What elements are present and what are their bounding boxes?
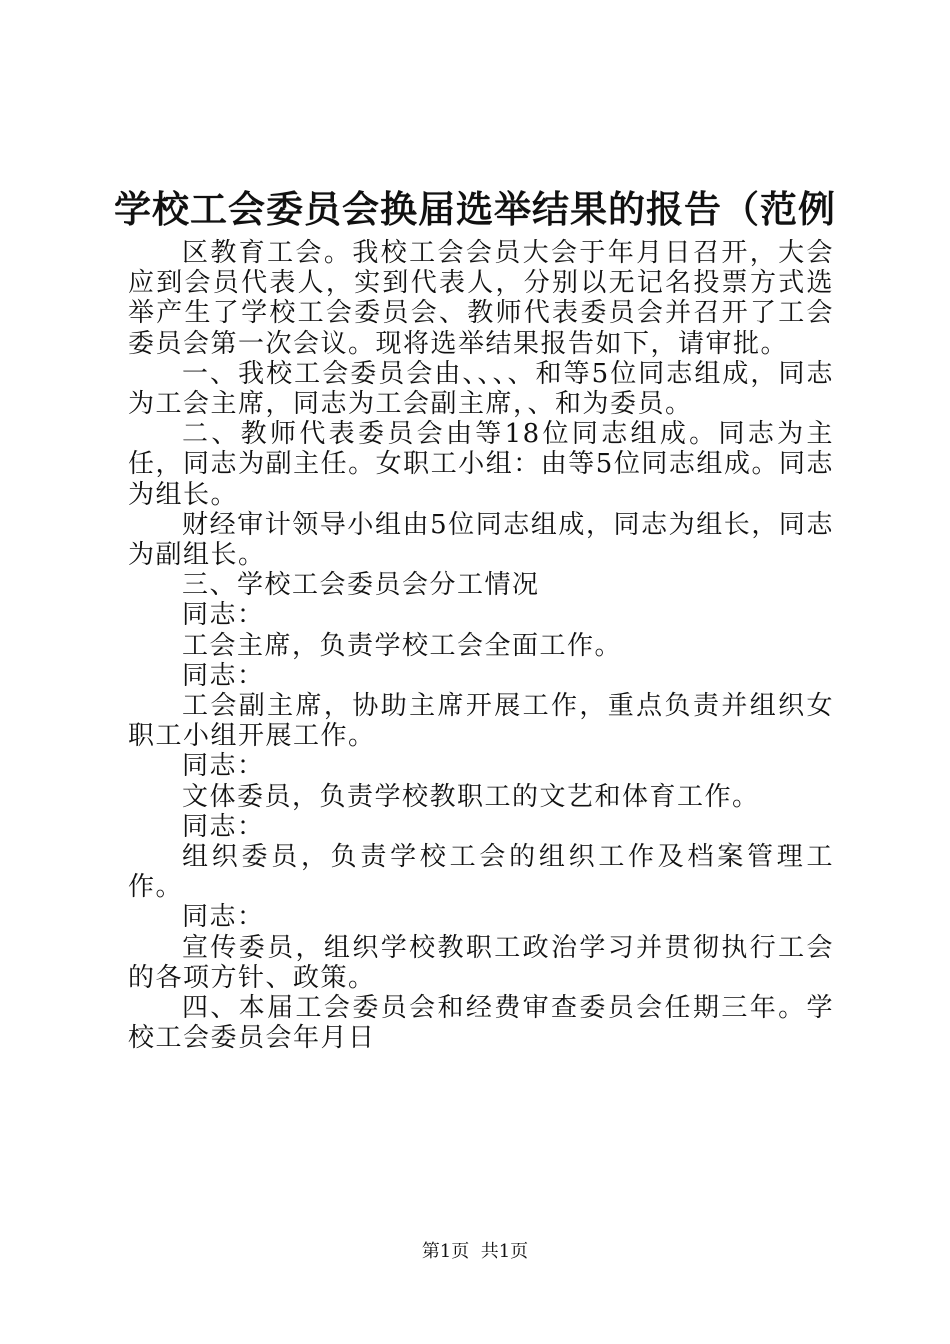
paragraph: 一、我校工会委员会由、、、、和等5位同志组成，同志为工会主席，同志为工会副主席，、和为委员。 xyxy=(128,358,834,420)
paragraph: 四、本届工会委员会和经费审查委员会任期三年。学校工会委员会年月日 xyxy=(128,993,834,1054)
paragraph: 财经审计领导小组由5位同志组成，同志为组长，同志为副组长。 xyxy=(128,509,834,571)
paragraph: 文体委员，负责学校教职工的文艺和体育工作。 xyxy=(182,781,760,812)
page-footer: 第1页 共1页 xyxy=(421,1241,529,1262)
paragraph: 组织委员，负责学校工会的组织工作及档案管理工作。 xyxy=(128,842,834,903)
document-title: 学校工会委员会换届选举结果的报告（范例 xyxy=(114,187,836,231)
paragraph: 宣传委员，组织学校教职工政治学习并贯彻执行工会的各项方针、政策。 xyxy=(128,932,834,993)
paragraph: 同志： xyxy=(182,902,265,933)
paragraph: 区教育工会。我校工会会员大会于年月日召开，大会应到会员代表人，实到代表人，分别以无记名投票方式选举产生了学校工会委员会、教师代表委员会并召开了工会委员会第一次会议。现将选举结果报告如下，请审批。 xyxy=(128,238,834,359)
paragraph: 同志： xyxy=(182,811,265,842)
paragraph: 工会主席，负责学校工会全面工作。 xyxy=(182,630,623,661)
document-body xyxy=(128,238,834,1053)
paragraph: 二、教师代表委员会由等18位同志组成。同志为主任，同志为副主任。女职工小组：由等5位同志组成。同志为组长。 xyxy=(128,419,834,510)
paragraph: 三、学校工会委员会分工情况 xyxy=(182,570,540,601)
paragraph: 同志： xyxy=(182,600,265,631)
paragraph: 同志： xyxy=(182,660,265,691)
paragraph: 同志： xyxy=(182,751,265,782)
paragraph: 工会副主席，协助主席开展工作，重点负责并组织女职工小组开展工作。 xyxy=(128,691,834,752)
